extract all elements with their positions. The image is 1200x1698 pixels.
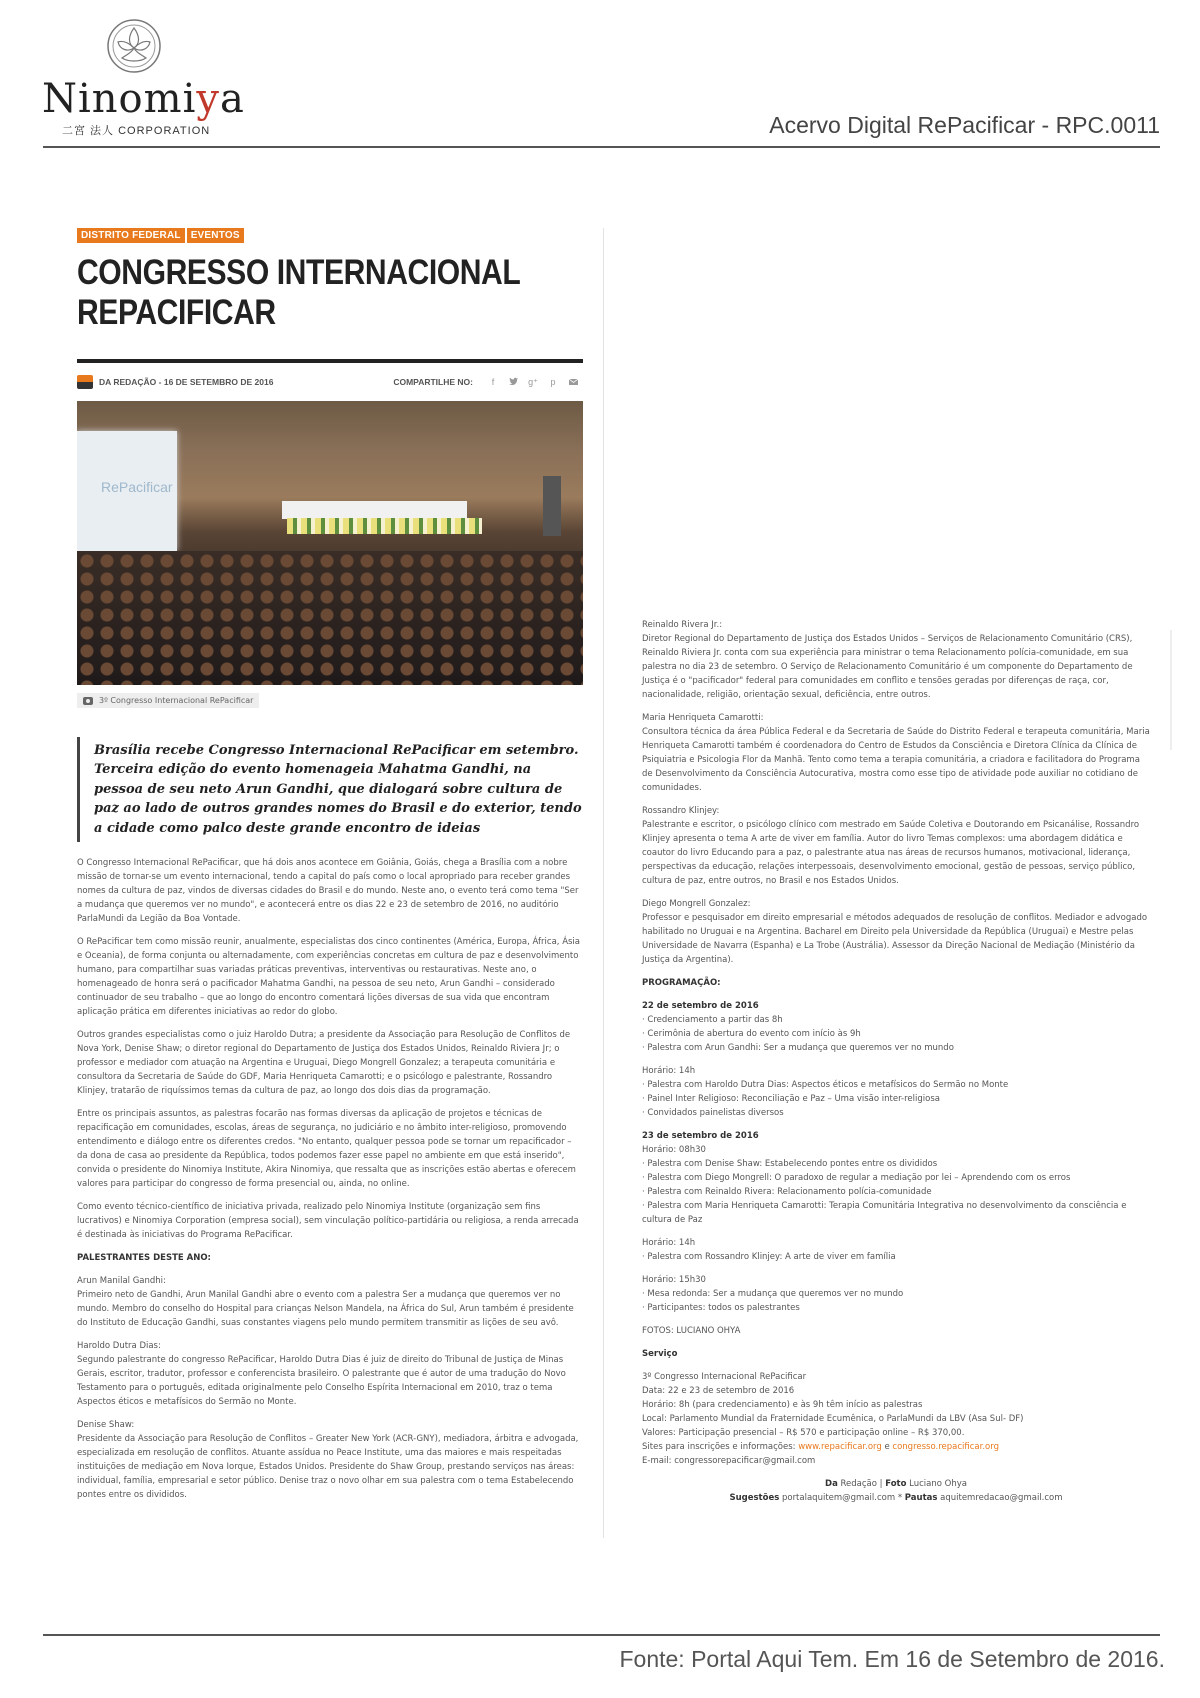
email-icon[interactable]: [563, 377, 583, 387]
body-paragraph: O Congresso Internacional RePacificar, que há dois anos acontece em Goiânia, Goiás, chega a Brasília com a nobre missão de tornar-se um evento internacional, tendo a capital do país como o local apropriado para receber grandes nomes da cultura de paz, vindos de diversas cidades do Brasil e do mundo. Neste ano, o evento terá como tema "Ser a mudança que queremos ver no mundo", e acontecerá entre os dias 22 e 23 de setembro de 2016, no auditório ParlaMundi da Legião da Boa Vontade.: [77, 858, 579, 924]
program-heading: PROGRAMAÇÃO:: [642, 978, 721, 988]
share-label: COMPARTILHE NO:: [393, 377, 473, 387]
byline: DA REDAÇÃO - 16 DE SETEMBRO DE 2016: [99, 377, 274, 387]
article-credits: Da Redação | Foto Luciano Ohya Sugestões portalaquitem@gmail.com * Pautas aquitemredacao@gmail.com: [729, 1479, 1063, 1503]
archive-id: Acervo Digital RePacificar - RPC.0011: [769, 112, 1160, 138]
site-link[interactable]: congresso.repacificar.org: [892, 1442, 999, 1452]
speaker-entry: Maria Henriqueta Camarotti: Consultora técnica da área Pública Federal e da Secretaria de Saúde do Distrito Federal e terapeuta comunitária, Maria Henriqueta Camarotti também é coordenadora do Centro de Estudos da Consciência e Diretora Clínica da Clínica de Psiquiatria e Psicologia Flor da Manhã. Tento como tema a terapia comunitária, a criadora e facilitadora do Programa de Desenvolvimento da Consciência Autocurativa, mostra como esse tipo de atividade pode auxiliar no cotidiano de comunidades.: [642, 713, 1150, 793]
program-block: Horário: 14h · Palestra com Rossandro Klinjey: A arte de viver em família: [642, 1238, 896, 1262]
title-rule: [77, 359, 583, 363]
speaker-entry: Arun Manilal Gandhi: Primeiro neto de Gandhi, Arun Manilal Gandhi abre o evento com a palestra Ser a mudança que queremos ver no mundo. Membro do conselho do Hospital para crianças Nelson Mandela, na África do Sul, Arun também é presidente do Instituto de Educação Gandhi, suas constantes viagens pelo mundo permitem transmitir as lições de seu avô.: [77, 1276, 574, 1328]
ninomiya-logo: [40, 18, 245, 138]
googleplus-icon[interactable]: g⁺: [528, 376, 538, 387]
article-left-column: [77, 228, 583, 1511]
source-footer: Fonte: Portal Aqui Tem. Em 16 de Setembro de 2016.: [619, 1646, 1165, 1672]
photo-caption: 3º Congresso Internacional RePacificar: [77, 693, 259, 708]
speaker-entry: Denise Shaw: Presidente da Associação para Resolução de Conflitos – Greater New York (ACR-GNY), mediadora, árbitra e advogada, especializada em resolução de conflitos. Atuante assídua no Peace Institute, uma das maiores e mais respeitadas instituições de mediação em Nova Iorque, Estados Unidos. Presidente do Shaw Group, prestando serviços nas áreas: individual, família, empresarial e setor público. Denise traz o novo olhar em sua palestra com o tema Estabelecendo pontes entre os divididos.: [77, 1420, 579, 1500]
article-body: [77, 856, 583, 1502]
speaker-entry: Haroldo Dutra Dias: Segundo palestrante do congresso RePacificar, Haroldo Dutra Dias é juiz de direito do Tribunal de Justiça de Minas Gerais, escritor, tradutor, professor e conferencista brasileiro. O palestrante que é autor de uma tradução do Novo Testamento para o português, editada originalmente pelo Conselho Espírita Internacional em 2010, traz o tema Aspectos éticos e metafísicos do Sermão no Monte.: [77, 1341, 566, 1407]
program-block: 22 de setembro de 2016 · Credenciamento a partir das 8h · Cerimônia de abertura do evento com início às 9h · Palestra com Arun Gandhi: Ser a mudança que queremos ver no mundo: [642, 1001, 954, 1053]
article-photo: [77, 401, 583, 685]
footer-divider: [43, 1634, 1160, 1636]
header-divider: [43, 146, 1160, 148]
pinterest-icon[interactable]: p: [550, 377, 556, 387]
audience: [77, 551, 583, 685]
article-right-column: [642, 618, 1150, 1514]
projection-screen: RePacificar: [77, 431, 177, 551]
article-title: CONGRESSO INTERNACIONAL REPACIFICAR: [77, 253, 521, 332]
program-block: Horário: 14h · Palestra com Haroldo Dutra Dias: Aspectos éticos e metafísicos do Sermão no Monte · Painel Inter Religioso: Reconciliação e Paz – Uma visão inter-religiosa · Convidados painelistas diversos: [642, 1066, 1009, 1118]
speakers-heading: PALESTRANTES DESTE ANO:: [77, 1253, 211, 1263]
logo-subtitle: 二宮 法人 CORPORATION: [62, 125, 211, 137]
article-lead: Brasília recebe Congresso Internacional RePacificar em setembro. Terceira edição do evento homenageia Mahatma Gandhi, na pessoa de seu neto Arun Gandhi, que dialogará sobre cultura de paz ao lado de outros grandes nomes do Brasil e do exterior, tendo a cidade como palco deste grande encontro de ideias: [77, 737, 583, 843]
email-line[interactable]: E-mail: congressorepacificar@gmail.com: [642, 1456, 816, 1466]
category-tag[interactable]: DISTRITO FEDERAL: [77, 228, 185, 243]
speaker-entry: Reinaldo Rivera Jr.: Diretor Regional do Departamento de Justiça dos Estados Unidos – Serviços de Relacionamento Comunitário (CRS), Reinaldo Riviera Jr. conta com sua experiência para ministrar o tema Relacionamento polícia-comunidade, em sua palestra no dia 23 de setembro. O Serviço de Relacionamento Comunitário é um componente do Departamento de Justiça é o "pacificador" federal para comunidades em conflito e tensões geradas por diferenças de raça, cor, nacionalidade, religião, orientação sexual, deficiência, entre outros.: [642, 620, 1133, 700]
body-paragraph: Entre os principais assuntos, as palestras focarão nas formas diversas da aplicação de projetos e técnicas de repacificação em comunidades, escolas, áreas de segurança, no judiciário e no âmbito inter-religioso, promovendo entendimento e diálogo entre os diferentes credos. "No entanto, qualquer pessoa pode se tornar um repacificador – da dona de casa ao presidente da República, todos podemos fazer esse papel no ambiente em que está inserido", convida o presidente do Ninomiya Institute, Akira Ninomiya, que ressalta que as inscrições estão abertas e oferecem valores para participar do congresso de forma presencial ou, ainda, no online.: [77, 1109, 576, 1189]
speaker-entry: Rossandro Klinjey: Palestrante e escritor, o psicólogo clínico com mestrado em Saúde Coletiva e Doutorando em Psicanálise, Rossandro Klinjey apresenta o tema A arte de viver em família. Autor do livro Temas complexos: uma abordagem didática e coautor do livro Educando para a paz, o palestrante atua nas áreas de recursos humanos, motivacional, liderança, perspectivas da educação, relações interpessoais, desenvolvimento emocional, gestão de pessoas, serviço público, cultura de paz, entre outros, no Brasil e nos Estados Unidos.: [642, 806, 1140, 886]
site-link[interactable]: www.repacificar.org: [798, 1442, 882, 1452]
category-tag[interactable]: EVENTOS: [187, 228, 244, 243]
stage-flowers: [287, 518, 482, 534]
portal-logo-icon: [77, 375, 93, 389]
body-paragraph: Como evento técnico-científico de iniciativa privada, realizado pelo Ninomiya Institute (organização sem fins lucrativos) e Ninomiya Corporation (empresa social), sem vinculação político-partidária ou religiosa, a renda arrecada é destinada às iniciativas do Programa RePacificar.: [77, 1202, 579, 1240]
speaker-entry: Diego Mongrell Gonzalez: Professor e pesquisador em direito empresarial e métodos adequados de resolução de conflitos. Mediador e advogado habilitado no Uruguai e na Argentina. Bacharel em Direito pela Universidade da República (Uruguai) e Mestre pelas Universidade de Navarra (Espanha) e La Trobe (Austrália). Assessor da Direção Nacional de Mediação (Ministério da Justiça da Argentina).: [642, 899, 1148, 965]
podium: [543, 476, 561, 536]
stage-table: [282, 501, 467, 519]
program-block: 23 de setembro de 2016 Horário: 08h30 · Palestra com Denise Shaw: Estabelecendo pontes entre os divididos · Palestra com Diego Mongrell: O paradoxo de regular a mediação por lei – Aprendendo com os erros · Palestra com Reinaldo Rivera: Relacionamento polícia-comunidade · Palestra com Maria Henriqueta Camarotti: Terapia Comunitária Integrativa no desenvolvimento da consciência e cultura de Paz: [642, 1131, 1127, 1225]
category-tags: [77, 228, 583, 243]
photos-credit: FOTOS: LUCIANO OHYA: [642, 1326, 741, 1336]
camera-icon: [83, 697, 93, 705]
page-edge-mark: [1170, 630, 1172, 750]
logo-wordmark: Ninomiya: [42, 76, 245, 122]
service-block: 3º Congresso Internacional RePacificar Data: 22 e 23 de setembro de 2016 Horário: 8h (para credenciamento) e às 9h têm início as palestras Local: Parlamento Mundial da Fraternidade Ecumênica, o ParlaMundi da LBV (Asa Sul- DF) Valores: Participação presencial – R$ 570 e participação online – R$ 370,00. Sites para inscrições e informações: www.repacificar.org e congresso.repacificar.org E-mail: congressorepacificar@gmail.com: [642, 1372, 1024, 1466]
body-paragraph: O RePacificar tem como missão reunir, anualmente, especialistas dos cinco continentes (América, Europa, África, Ásia e Oceania), de forma conjunta ou alternadamente, com experiências concretas em cultura de paz e desenvolvimento humano, para compartilhar suas variadas práticas preventivas, interventivas ou restaurativas. Neste ano, o homenageado de honra será o pacificador Mahatma Gandhi, na pessoa de seu neto, Arun Gandhi – considerado continuador de seu trabalho – que ao longo do encontro comentará lições diversas de sua vida que encontram aplicação prática em diferentes iniciativas ao redor do globo.: [77, 937, 581, 1017]
article-meta: [77, 374, 583, 390]
body-paragraph: Outros grandes especialistas como o juiz Haroldo Dutra; a presidente da Associação para Resolução de Conflitos de Nova York, Denise Shaw; o diretor regional do Departamento de Justiça dos Estados Unidos, Reinaldo Riviera Jr; o professor e mediador com atuação na Argentina e Uruguai, Diego Mongrell Gonzalez; a terapeuta comunitária e consultora da Secretaria de Saúde do GDF, Maria Henriqueta Camarotti; e o psicólogo e palestrante, Rossandro Klinjey, tratarão de riquíssimos temas da cultura de paz, ao longo dos dois dias da programação.: [77, 1030, 571, 1096]
twitter-icon[interactable]: [503, 377, 523, 387]
service-heading: Serviço: [642, 1349, 678, 1359]
facebook-icon[interactable]: f: [491, 377, 495, 387]
column-divider: [603, 228, 604, 1538]
program-block: Horário: 15h30 · Mesa redonda: Ser a mudança que queremos ver no mundo · Participantes: todos os palestrantes: [642, 1275, 904, 1313]
ninomiya-emblem-icon: [106, 18, 162, 74]
